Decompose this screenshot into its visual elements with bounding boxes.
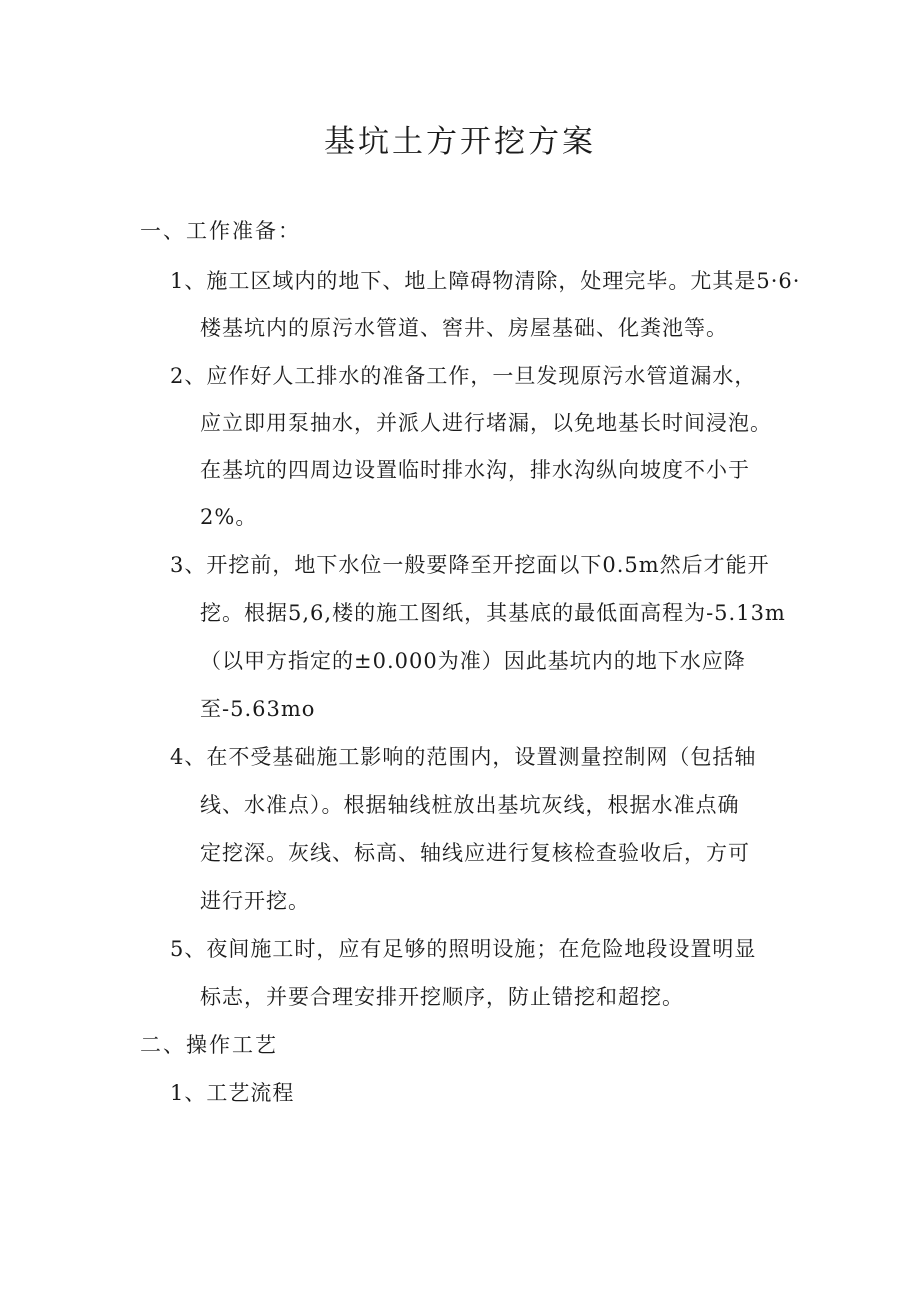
item-2-line-1: 2、应作好人工排水的准备工作，一旦发现原污水管道漏水， [170, 364, 757, 388]
item-2-line-2: 应立即用泵抽水，并派人进行堵漏，以免地基长时间浸泡。 [200, 411, 772, 435]
item-5-line-1: 5、夜间施工时，应有足够的照明设施；在危险地段设置明显 [170, 937, 757, 961]
item-4-line-4: 进行开挖。 [200, 889, 310, 913]
item-3-line-2: 挖。根据5,6,楼的施工图纸，其基底的最低面高程为-5.13m [200, 601, 786, 625]
subitem-process-flow: 1、工艺流程 [170, 1081, 295, 1105]
item-1-line-2: 楼基坑内的原污水管道、窖井、房屋基础、化粪池等。 [200, 316, 728, 340]
item-3-line-1: 3、开挖前，地下水位一般要降至开挖面以下0.5m然后才能开 [170, 553, 770, 577]
item-3-line-4: 至-5.63mo [200, 697, 316, 721]
item-2-line-3: 在基坑的四周边设置临时排水沟，排水沟纵向坡度不小于 [200, 458, 750, 482]
item-4-line-3: 定挖深。灰线、标高、轴线应进行复核检查验收后，方可 [200, 841, 750, 865]
item-1-line-1: 1、施工区域内的地下、地上障碍物清除，处理完毕。尤其是5·6· [170, 269, 801, 293]
item-4-line-2: 线、水准点）。根据轴线桩放出基坑灰线，根据水准点确 [200, 793, 740, 817]
item-4-line-1: 4、在不受基础施工影响的范围内，设置测量控制网（包括轴 [170, 745, 757, 769]
section-heading-2: 二、操作工艺 [140, 1033, 278, 1057]
item-5-line-2: 标志，并要合理安排开挖顺序，防止错挖和超挖。 [200, 985, 684, 1009]
document-title: 基坑土方开挖方案 [324, 124, 596, 160]
item-2-line-4: 2%。 [200, 505, 258, 529]
section-heading-1: 一、工作准备： [140, 219, 301, 243]
item-3-line-3: （以甲方指定的±0.000为准）因此基坑内的地下水应降 [200, 649, 746, 673]
